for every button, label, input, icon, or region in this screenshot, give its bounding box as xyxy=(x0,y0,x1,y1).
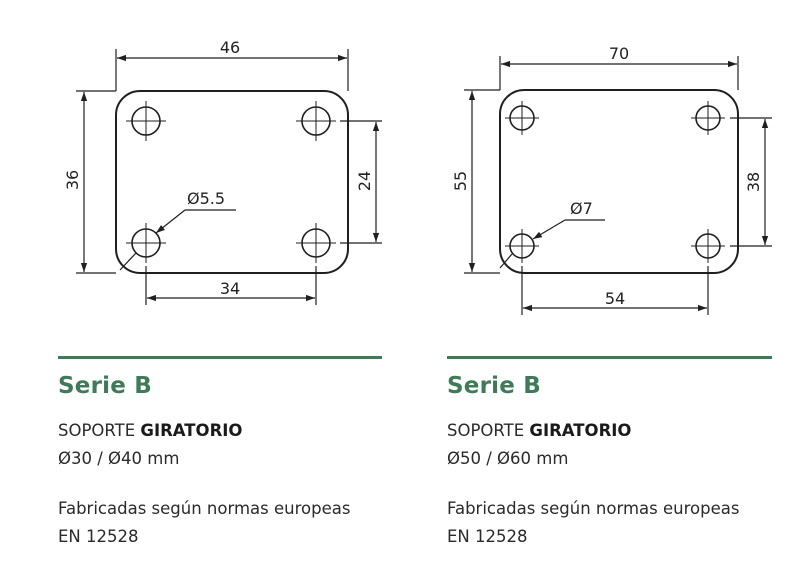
left-height-label: 36 xyxy=(63,169,82,191)
right-hole-h-label: 54 xyxy=(604,289,626,308)
right-standard: EN 12528 xyxy=(447,527,528,546)
right-height-label: 55 xyxy=(451,170,470,192)
right-hole-tr xyxy=(691,101,725,135)
left-plate-outline xyxy=(116,91,348,273)
right-width-label: 70 xyxy=(608,44,630,63)
left-line-soporte xyxy=(58,421,242,440)
right-hole-bl xyxy=(505,229,539,263)
right-series-title: Serie B xyxy=(447,373,541,399)
left-hole-br xyxy=(296,223,336,263)
left-soporte-bold: GIRATORIO xyxy=(140,421,243,440)
right-hole-tl xyxy=(505,101,539,135)
left-dim-hole-dia xyxy=(120,210,236,270)
right-line-soporte xyxy=(447,421,631,440)
left-width-label: 46 xyxy=(219,38,241,57)
left-standard: EN 12528 xyxy=(58,527,139,546)
left-hole-tr xyxy=(296,101,336,141)
left-hole-dia-label: Ø5.5 xyxy=(187,189,226,208)
right-soporte-prefix: SOPORTE xyxy=(447,421,525,440)
left-soporte-prefix: SOPORTE xyxy=(58,421,136,440)
right-diameters: Ø50 / Ø60 mm xyxy=(447,449,569,468)
left-diameters: Ø30 / Ø40 mm xyxy=(58,449,180,468)
right-hole-br xyxy=(691,229,725,263)
right-hole-dia-label: Ø7 xyxy=(570,199,593,218)
left-norms: Fabricadas según normas europeas xyxy=(58,499,351,518)
right-norms: Fabricadas según normas europeas xyxy=(447,499,740,518)
right-plate-drawing xyxy=(464,56,772,315)
right-dim-hole-dia xyxy=(500,220,605,268)
left-dim-height xyxy=(76,91,116,273)
left-hole-v-label: 24 xyxy=(355,170,374,192)
left-rule xyxy=(58,356,382,359)
left-plate-drawing xyxy=(76,49,382,305)
left-hole-tl xyxy=(126,101,166,141)
right-rule xyxy=(447,356,772,359)
left-hole-h-label: 34 xyxy=(219,279,241,298)
right-hole-v-label: 38 xyxy=(744,171,763,193)
left-series-title: Serie B xyxy=(58,373,152,399)
right-soporte-bold: GIRATORIO xyxy=(529,421,632,440)
